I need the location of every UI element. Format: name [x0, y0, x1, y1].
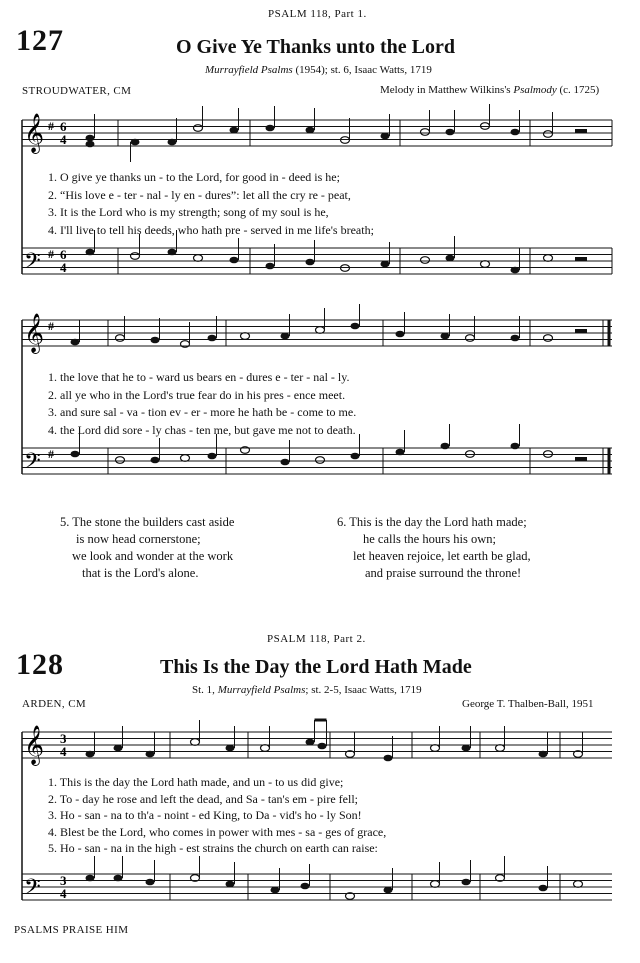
psalm-reference-127: PSALM 118, Part 1. — [268, 8, 367, 20]
lyric-line: 4. I'll live to tell his deeds, who hath pre - served in me life's breath; — [48, 222, 374, 237]
lyric-line: 2. all ye who in the Lord's true fear do in his pres - ence meet. — [48, 387, 346, 402]
stanza-6 — [337, 514, 531, 582]
svg-text:4: 4 — [60, 886, 67, 901]
tune-name-128: ARDEN, CM — [22, 698, 87, 710]
lyrics-127-system-2 — [48, 369, 356, 439]
svg-text:4: 4 — [60, 744, 67, 759]
lyric-line: 3. It is the Lord who is my strength; song of my soul is he, — [48, 205, 329, 219]
text-credit-128: St. 1, Murrayfield Psalms; st. 2-5, Isaac Watts, 1719 — [192, 684, 422, 696]
lyric-line: 4. the Lord did sore - ly chas - ten me, but gave me not to death. — [48, 422, 356, 437]
hymn-title-128: This Is the Day the Lord Hath Made — [160, 656, 472, 678]
stanza-5 — [60, 514, 234, 582]
lyric-line: 5. Ho - san - na in the high - est strains the church on earth can raise: — [48, 841, 378, 855]
lyric-line: 2. To - day he rose and left the dead, and Sa - tan's em - pire fell; — [48, 791, 358, 806]
lyrics-127-system-1 — [48, 169, 374, 239]
svg-text:6: 6 — [60, 119, 67, 134]
psalm-reference-128: PSALM 118, Part 2. — [267, 633, 366, 645]
stanza-line: and praise surround the throne! — [365, 566, 522, 580]
composer-credit-128: George T. Thalben-Ball, 1951 — [462, 698, 594, 710]
stanza-line: 5. The stone the builders cast aside — [60, 515, 235, 529]
lyrics-128 — [48, 774, 386, 857]
text-credit-127: Murrayfield Psalms (1954); st. 6, Isaac Watts, 1719 — [205, 64, 432, 76]
lyric-line: 4. Blest be the Lord, who comes in power with mes - sa - ges of grace, — [48, 824, 387, 839]
svg-text:𝄢: 𝄢 — [24, 875, 41, 905]
svg-text:3: 3 — [60, 731, 67, 746]
lyric-line: 1. O give ye thanks un - to the Lord, for good in - deed is he; — [48, 170, 340, 184]
svg-text:𝄢: 𝄢 — [24, 249, 41, 279]
hymn-title-127: O Give Ye Thanks unto the Lord — [176, 36, 455, 58]
lyric-line: 1. the love that he to - ward us bears en - dures e - ter - nal - ly. — [48, 370, 350, 384]
page-footer: PSALMS PRAISE HIM — [14, 924, 129, 936]
melody-credit-127: Melody in Matthew Wilkins's Psalmody (c. 1725) — [380, 84, 600, 96]
svg-text:#: # — [48, 247, 54, 261]
hymn-number-127: 127 — [16, 24, 64, 57]
svg-text:𝄞: 𝄞 — [24, 725, 45, 765]
svg-text:4: 4 — [60, 132, 67, 147]
hymn-number-128: 128 — [16, 648, 64, 681]
lyric-line: 3. Ho - san - na to th'a - noint - ed King, to Da - vid's ho - ly Son! — [48, 808, 362, 822]
lyric-line: 1. This is the day the Lord hath made, and un - to us did give; — [48, 775, 344, 789]
svg-text:4: 4 — [60, 260, 67, 275]
lyric-line: 3. and sure sal - va - tion ev - er - more he hath be - come to me. — [48, 405, 357, 419]
svg-text:#: # — [48, 447, 54, 461]
stanza-line: we look and wonder at the work — [72, 549, 234, 563]
stanza-line: that is the Lord's alone. — [82, 566, 199, 580]
stanza-line: 6. This is the day the Lord hath made; — [337, 515, 527, 529]
svg-text:#: # — [48, 319, 54, 333]
svg-text:𝄢: 𝄢 — [24, 449, 41, 479]
lyric-line: 2. “His love e - ter - nal - ly en - dures”: let all the cry re - peat, — [48, 187, 351, 202]
svg-text:𝄞: 𝄞 — [24, 113, 45, 153]
svg-text:𝄞: 𝄞 — [24, 313, 45, 353]
stanza-line: is now head cornerstone; — [76, 532, 201, 546]
stanza-line: let heaven rejoice, let earth be glad, — [353, 549, 531, 563]
stanza-line: he calls the hours his own; — [363, 532, 496, 546]
tune-name-127: STROUDWATER, CM — [22, 85, 132, 97]
svg-text:#: # — [48, 119, 54, 133]
svg-text:6: 6 — [60, 247, 67, 262]
svg-text:3: 3 — [60, 873, 67, 888]
